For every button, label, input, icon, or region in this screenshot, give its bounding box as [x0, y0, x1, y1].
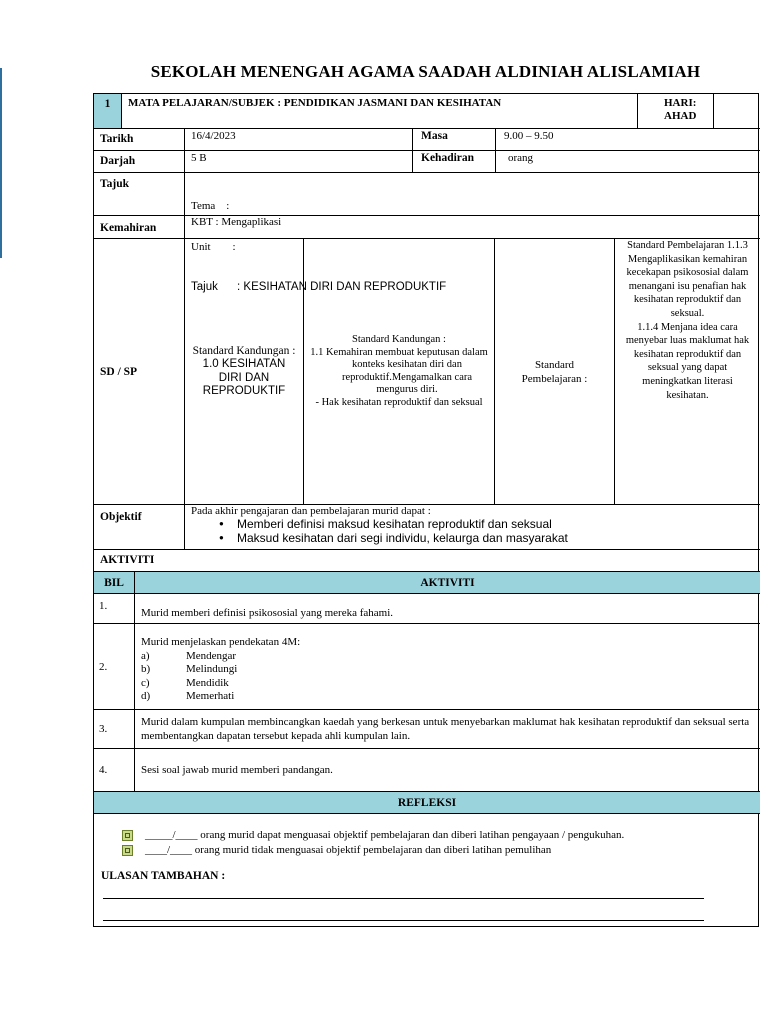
sk-value: 1.0 KESIHATAN DIRI DAN REPRODUKTIF [202, 358, 286, 397]
darjah-label: Darjah [94, 151, 185, 173]
sk2-item-row [310, 347, 488, 397]
kemahiran-value: KBT : Mengaplikasi [185, 216, 760, 239]
m4-item-c [141, 677, 754, 691]
ulasan-line-1 [103, 898, 704, 899]
aktiviti-row-4-text: Sesi soal jawab murid memberi pandangan. [135, 749, 760, 792]
objektif-item: ● Memberi definisi maksud kesihatan reproduktif dan seksual [191, 517, 754, 531]
objektif-label: Objektif [94, 505, 185, 550]
header-blank [714, 94, 760, 129]
darjah-value: 5 B [185, 151, 413, 173]
sk2-item: 1.1 Kemahiran membuat keputusan dalam konteks kesihatan diri dan reproduktif.Mengamalkan cara mengurus diri. [310, 346, 488, 395]
kehadiran-label: Kehadiran [413, 151, 496, 173]
sp-text-2: 1.1.4 Menjana idea cara menyebar luas maklumat hak kesihatan reproduktif dan seksual yang dapat meningkatkan literasi kesihatan. [625, 321, 750, 401]
day-cell [638, 94, 714, 129]
masa-value: 9.00 – 9.50 [496, 129, 760, 151]
aktiviti-row-1-text: Murid memberi definisi psikososial yang mereka fahami. [135, 594, 760, 624]
m4-item-d [141, 690, 754, 704]
left-margin-bar [0, 68, 2, 258]
m4-key: b) [141, 663, 151, 675]
tema-line: Tema : [191, 200, 230, 212]
aktiviti-row-1-no: 1. [94, 594, 135, 624]
sp-cell [615, 239, 760, 505]
sk2-sub: - Hak kesihatan reproduktif dan seksual [315, 396, 483, 408]
sdsp-label: SD / SP [94, 239, 185, 505]
kemahiran-label: Kemahiran [94, 216, 185, 239]
m4-key: d) [141, 690, 151, 702]
unit-line: Unit : [191, 240, 236, 253]
aktiviti-row-3-text: Murid dalam kumpulan membincangkan kaedah yang berkesan untuk menyebarkan maklumat hak kesihatan reproduktif dan seksual serta membentangkan dapatan tersebut kepada ahli kumpulan lain. [135, 710, 760, 749]
refleksi-line-2 [122, 844, 551, 856]
m4-item-b [141, 663, 754, 677]
m4-value: Memerhati [186, 690, 235, 702]
header-number: 1 [94, 94, 122, 129]
day-label: HARI: [664, 97, 697, 109]
aktiviti-row-2-no: 2. [94, 624, 135, 710]
refleksi-line-1 [122, 829, 624, 841]
lesson-plan-form [93, 93, 759, 927]
refleksi-text-2: ____/____ orang murid tidak menguasai objektif pembelajaran dan diberi latihan pemulihan [145, 844, 552, 856]
ulasan-line-2 [103, 920, 704, 921]
sp-text: Standard Pembelajaran 1.1.3 Mengaplikasikan kemahiran kecekapan psikososial dalam menangani isu penafian hak kesihatan reproduktif dan seksual. [626, 240, 749, 319]
m4-key: a) [141, 649, 150, 662]
m4-value: Melindungi [186, 663, 238, 675]
aktiviti-row-2-text: Murid menjelaskan pendekatan 4M: [141, 636, 301, 648]
m4-key: c) [141, 676, 150, 689]
m4-value: Mendengar [186, 649, 237, 662]
day-value: AHAD [664, 110, 697, 122]
aktiviti-section-label: AKTIVITI [94, 550, 760, 572]
sk2-title: Standard Kandungan : [352, 334, 446, 345]
tarikh-label: Tarikh [94, 129, 185, 151]
refleksi-text-1: _____/____ orang murid dapat menguasai objektif pembelajaran dan diberi latihan pengayaan / pengukuhan. [145, 829, 625, 841]
m4-item-a [141, 650, 754, 664]
checkbox-icon [122, 845, 133, 856]
ulasan-label: ULASAN TAMBAHAN : [101, 870, 226, 882]
page-title: SEKOLAH MENENGAH AGAMA SAADAH ALDINIAH ALISLAMIAH [150, 62, 701, 81]
objektif-intro: Pada akhir pengajaran dan pembelajaran murid dapat : [191, 505, 431, 517]
aktiviti-row-3-no: 3. [94, 710, 135, 749]
aktiviti-row-2-cell [135, 624, 760, 710]
checkbox-icon [122, 830, 133, 841]
refleksi-header: REFLEKSI [94, 792, 760, 814]
objektif-item: ● Maksud kesihatan dari segi individu, kelaurga dan masyarakat [191, 531, 754, 545]
sk-title: Standard Kandungan : [192, 344, 296, 357]
aktiviti-header: AKTIVITI [135, 572, 760, 594]
sk2-cell [304, 239, 495, 505]
tarikh-value: 16/4/2023 [185, 129, 413, 151]
sp-title-cell: Standard Pembelajaran : [495, 239, 615, 505]
aktiviti-row-4-no: 4. [94, 749, 135, 792]
sk-cell [185, 239, 304, 505]
objektif-list [191, 517, 754, 545]
bil-header: BIL [94, 572, 135, 594]
m4-value: Mendidik [186, 676, 229, 689]
tajuk-label: Tajuk [94, 173, 185, 216]
objektif-cell [185, 505, 760, 550]
subject-title: MATA PELAJARAN/SUBJEK : PENDIDIKAN JASMANI DAN KESIHATAN [122, 94, 638, 129]
kehadiran-value: orang [496, 151, 760, 173]
masa-label: Masa [413, 129, 496, 151]
tajuk-line: Tajuk : KESIHATAN DIRI DAN REPRODUKTIF [191, 281, 447, 293]
